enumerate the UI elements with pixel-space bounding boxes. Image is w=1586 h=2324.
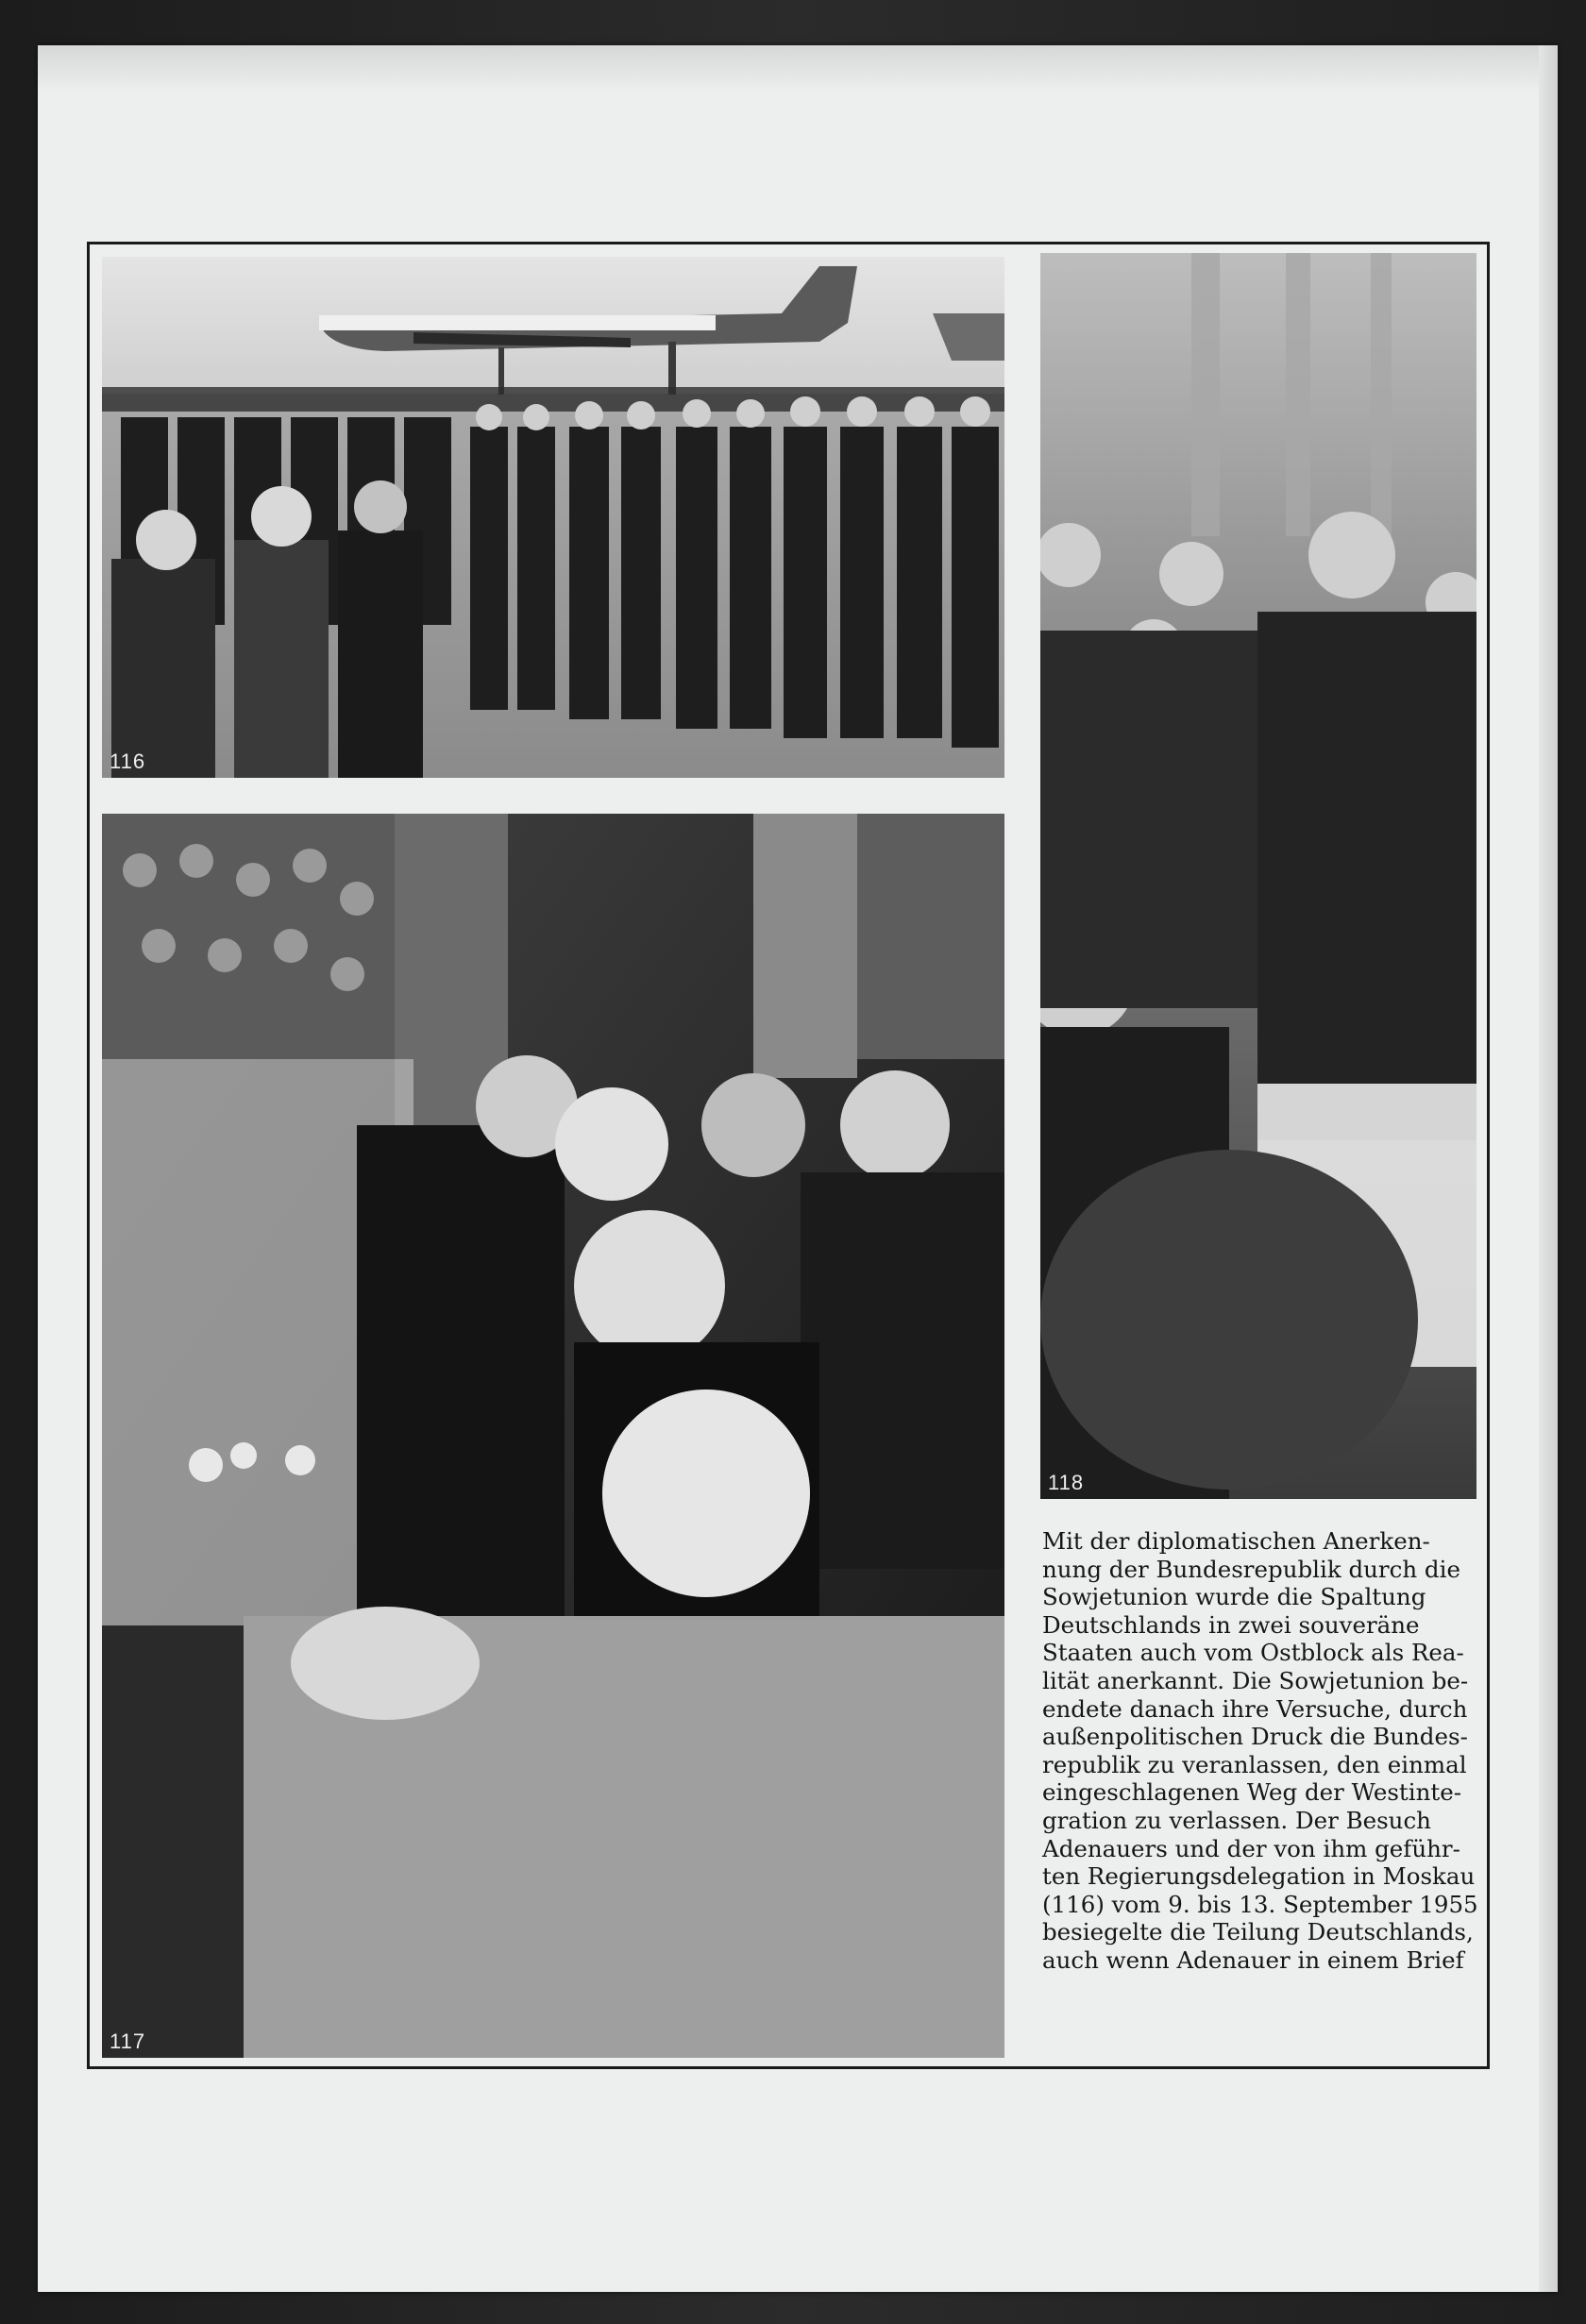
caption-line: nung der Bundesrepublik durch die <box>1042 1555 1460 1583</box>
photo-number-116: 116 <box>110 749 146 773</box>
page-top-shadow <box>38 45 1558 93</box>
caption-line: (116) vom 9. bis 13. September 1955 <box>1042 1890 1478 1918</box>
delegation-group-photo <box>1040 253 1476 1499</box>
caption-line: endete danach ihre Versuche, durch <box>1042 1694 1468 1723</box>
photo-number-117: 117 <box>110 2029 146 2053</box>
delegation-photo-image <box>1040 253 1476 1499</box>
caption-line: eingeschlagenen Weg der Westinte- <box>1042 1778 1462 1807</box>
theatre-photo-image <box>102 814 1004 2058</box>
civilians-figures <box>111 480 423 778</box>
caption-text <box>1042 1527 1484 1975</box>
caption-line: Mit der diplomatischen Anerken- <box>1042 1527 1430 1555</box>
caption-line: Adenauers und der von ihm geführ- <box>1042 1834 1460 1862</box>
airfield-photo-image <box>102 257 1004 778</box>
theatre-box-photo <box>102 814 1004 2058</box>
caption-line: Deutschlands in zwei souveräne <box>1042 1610 1420 1639</box>
caption-line: außenpolitischen Druck die Bundes- <box>1042 1723 1468 1751</box>
caption-line: Staaten auch vom Ostblock als Rea- <box>1042 1639 1464 1667</box>
caption-line: republik zu veranlassen, den einmal <box>1042 1750 1467 1778</box>
page-right-edge <box>1539 45 1558 2292</box>
airfield-honor-guard-photo <box>102 257 1004 778</box>
caption-line: besiegelte die Teilung Deutschlands, <box>1042 1918 1474 1946</box>
caption-line: ten Regierungsdelegation in Moskau <box>1042 1862 1476 1891</box>
caption-line: gration zu verlassen. Der Besuch <box>1042 1806 1431 1834</box>
caption-line: lität anerkannt. Die Sowjetunion be- <box>1042 1666 1469 1694</box>
photo-number-118: 118 <box>1048 1471 1085 1494</box>
caption-line: auch wenn Adenauer in einem Brief <box>1042 1945 1464 1974</box>
caption-line: Sowjetunion wurde die Spaltung <box>1042 1583 1426 1611</box>
